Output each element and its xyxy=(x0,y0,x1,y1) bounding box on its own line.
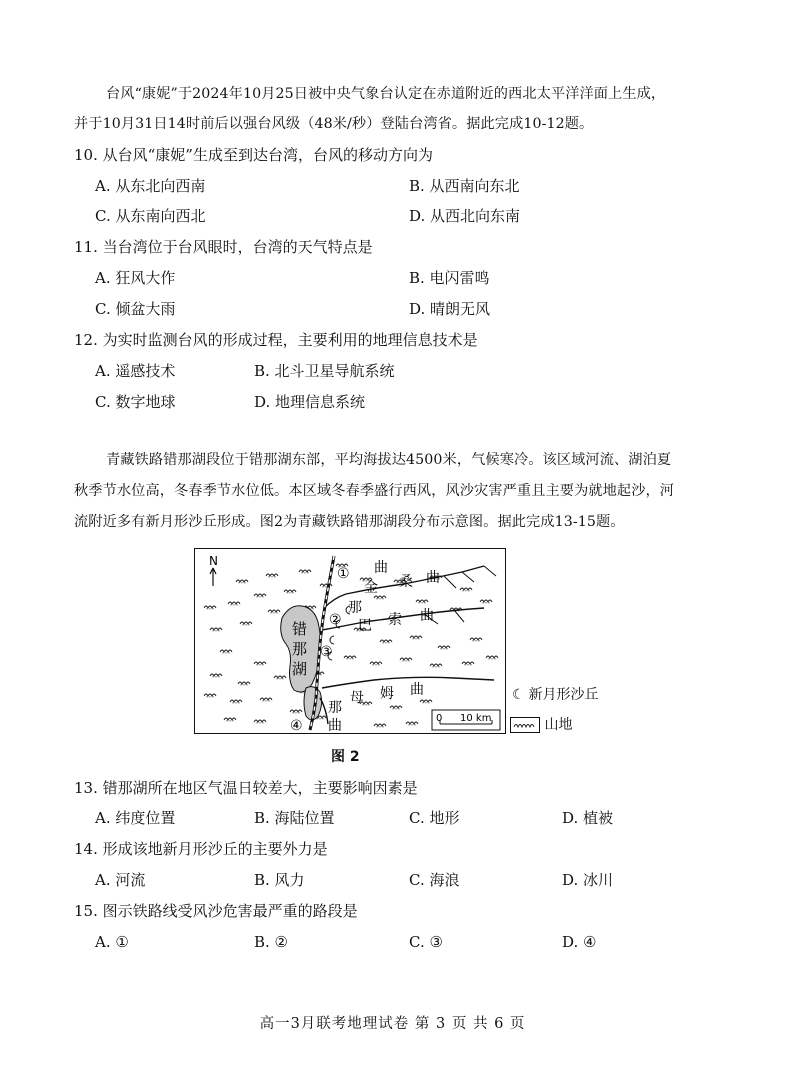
marker-2: ② xyxy=(329,612,342,628)
q13-option-b[interactable]: B. 海陆位置 xyxy=(254,809,335,827)
marker-3: ③ xyxy=(320,644,333,660)
north-label: N xyxy=(209,554,218,568)
q13-option-c[interactable]: C. 地形 xyxy=(409,809,460,827)
river-label-naba-4: 曲 xyxy=(420,608,434,624)
scale-zero: 0 xyxy=(436,713,443,724)
mountain-legend-icon xyxy=(510,717,540,733)
q11-option-c[interactable]: C. 倾盆大雨 xyxy=(95,300,176,318)
passage2-line2: 秋季节水位高，冬春季节水位低。本区域冬春季盛行西风，风沙灾害严重且主要为就地起沙，河 xyxy=(74,483,675,499)
river-label-naqu-1: 那 xyxy=(328,700,342,716)
river-label-jinsang-1: 曲 xyxy=(374,560,388,576)
marker-1: ① xyxy=(337,566,350,582)
question-15-stem: 15. 图示铁路线受风沙危害最严重的路段是 xyxy=(74,902,358,920)
scale-label: 10 km xyxy=(460,713,492,724)
q11-option-b[interactable]: B. 电闪雷鸣 xyxy=(409,269,490,287)
crescent-dune-icon: ☾ xyxy=(512,687,525,703)
river-label-mumu-2: 姆 xyxy=(380,686,394,702)
q10-option-b[interactable]: B. 从西南向东北 xyxy=(409,177,520,195)
map-svg xyxy=(194,548,506,734)
q10-option-a[interactable]: A. 从东北向西南 xyxy=(95,177,206,195)
q15-option-a[interactable]: A. ① xyxy=(95,933,129,951)
river-label-mumu-1: 母 xyxy=(350,690,364,706)
q15-option-c[interactable]: C. ③ xyxy=(409,933,443,951)
river-label-naba-1: 那 xyxy=(348,600,362,616)
river-label-jinsang-3: 桑 xyxy=(399,574,413,590)
lake-label-char-1: 错 xyxy=(292,620,308,638)
question-10-stem: 10. 从台风“康妮”生成至到达台湾，台风的移动方向为 xyxy=(74,146,433,164)
page-footer: 高一3月联考地理试卷 第 3 页 共 6 页 xyxy=(259,1016,526,1032)
q10-option-c[interactable]: C. 从东南向西北 xyxy=(95,207,206,225)
question-13-stem: 13. 错那湖所在地区气温日较差大，主要影响因素是 xyxy=(74,779,418,797)
q13-option-d[interactable]: D. 植被 xyxy=(562,809,614,827)
q13-option-a[interactable]: A. 纬度位置 xyxy=(95,809,176,827)
question-11-stem: 11. 当台湾位于台风眼时，台湾的天气特点是 xyxy=(74,238,373,256)
question-14-stem: 14. 形成该地新月形沙丘的主要外力是 xyxy=(74,840,328,858)
passage2-line3: 流附近多有新月形沙丘形成。图2为青藏铁路错那湖段分布示意图。据此完成13-15题。 xyxy=(74,514,625,530)
river-label-mumu-3: 曲 xyxy=(410,682,424,698)
lake-label-char-3: 湖 xyxy=(292,660,308,678)
q12-option-c[interactable]: C. 数字地球 xyxy=(95,393,176,411)
passage1-line2: 并于10月31日14时前后以强台风级（48米/秒）登陆台湾省。据此完成10-12题。 xyxy=(74,116,594,132)
river-label-jinsang-4: 曲 xyxy=(426,570,440,586)
question-12-stem: 12. 为实时监测台风的形成过程，主要利用的地理信息技术是 xyxy=(74,331,478,349)
river-label-naqu-2: 曲 xyxy=(328,718,342,734)
q12-option-b[interactable]: B. 北斗卫星导航系统 xyxy=(254,362,395,380)
legend-mountain-label: 山地 xyxy=(544,717,573,733)
figure-caption: 图 2 xyxy=(331,749,360,765)
q10-option-d[interactable]: D. 从西北向东南 xyxy=(409,207,521,225)
lake-label-char-2: 那 xyxy=(292,640,308,658)
marker-4: ④ xyxy=(290,718,303,734)
passage2-line1: 青藏铁路错那湖段位于错那湖东部，平均海拔达4500米，气候寒冷。该区域河流、湖泊夏 xyxy=(106,452,672,468)
legend-mountain xyxy=(510,714,572,734)
passage1-line1: 台风“康妮”于2024年10月25日被中央气象台认定在赤道附近的西北太平洋洋面上生成， xyxy=(106,86,666,102)
q15-option-b[interactable]: B. ② xyxy=(254,933,289,951)
q11-option-d[interactable]: D. 晴朗无风 xyxy=(409,300,491,318)
river-label-naba-3: 索 xyxy=(388,612,402,628)
map-figure-2 xyxy=(194,548,506,734)
q12-option-d[interactable]: D. 地理信息系统 xyxy=(254,393,366,411)
river-label-naba-2: 巴 xyxy=(358,618,372,634)
q11-option-a[interactable]: A. 狂风大作 xyxy=(95,269,176,287)
q15-option-d[interactable]: D. ④ xyxy=(562,933,597,951)
q14-option-b[interactable]: B. 风力 xyxy=(254,871,305,889)
legend-dune xyxy=(512,684,598,704)
q14-option-c[interactable]: C. 海浪 xyxy=(409,871,460,889)
legend-dune-label: 新月形沙丘 xyxy=(528,687,599,703)
q12-option-a[interactable]: A. 遥感技术 xyxy=(95,362,176,380)
river-label-jinsang-2: 金 xyxy=(364,580,378,596)
q14-option-a[interactable]: A. 河流 xyxy=(95,871,146,889)
q14-option-d[interactable]: D. 冰川 xyxy=(562,871,614,889)
